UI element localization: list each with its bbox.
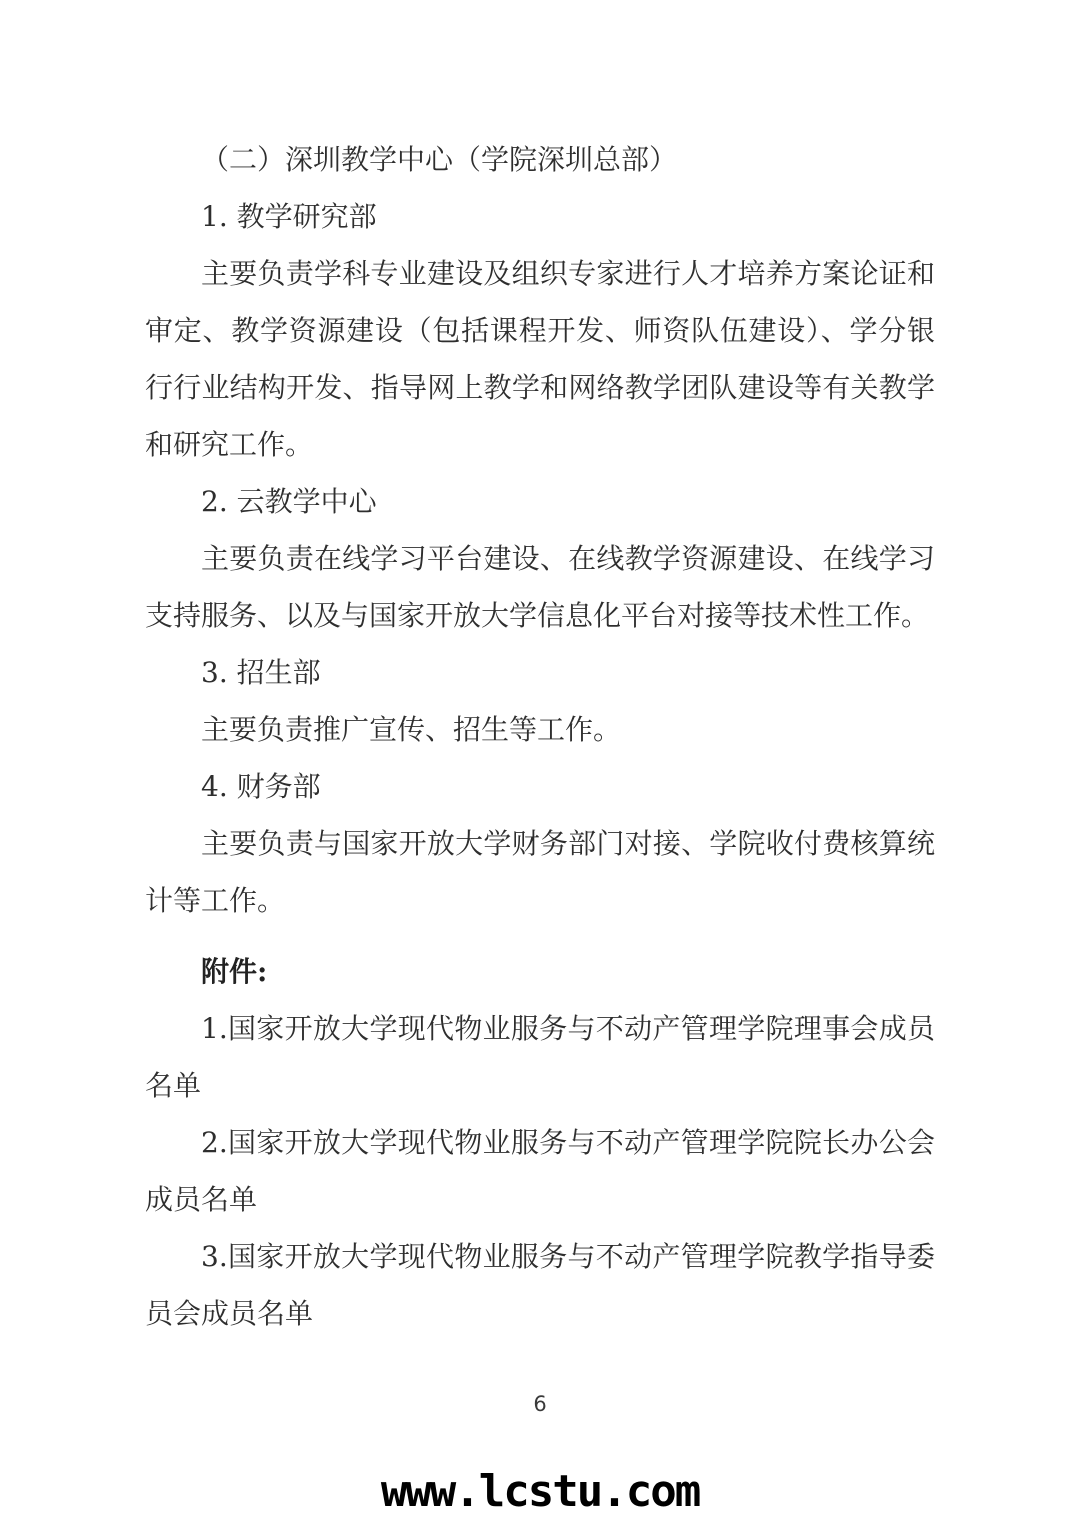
section-heading: （二）深圳教学中心（学院深圳总部） <box>201 143 678 176</box>
document-body <box>145 131 935 1342</box>
watermark-url: www.lcstu.com <box>380 1466 700 1517</box>
page-number: 6 <box>533 1392 547 1416</box>
attachment-item-3: 3.国家开放大学现代物业服务与不动产管理学院教学指导委员会成员名单 <box>145 1240 935 1330</box>
body-paragraph: 主要负责在线学习平台建设、在线教学资源建设、在线学习支持服务、以及与国家开放大学信息化平台对接等技术性工作。 <box>145 542 935 632</box>
body-paragraph: 主要负责与国家开放大学财务部门对接、学院收付费核算统计等工作。 <box>145 827 935 917</box>
body-paragraph: 主要负责推广宣传、招生等工作。 <box>201 713 622 746</box>
attachment-item-2: 2.国家开放大学现代物业服务与不动产管理学院院长办公会成员名单 <box>145 1126 935 1216</box>
subsection-heading-4: 4. 财务部 <box>201 770 321 803</box>
attachments-label: 附件: <box>201 955 268 988</box>
subsection-heading-1: 1. 教学研究部 <box>201 200 377 233</box>
subsection-heading-2: 2. 云教学中心 <box>201 485 377 518</box>
subsection-heading-3: 3. 招生部 <box>201 656 321 689</box>
body-paragraph: 主要负责学科专业建设及组织专家进行人才培养方案论证和审定、教学资源建设（包括课程开发、师资队伍建设）、学分银行行业结构开发、指导网上教学和网络教学团队建设等有关教学和研究工作。 <box>145 257 935 461</box>
attachment-item-1: 1.国家开放大学现代物业服务与不动产管理学院理事会成员名单 <box>145 1012 935 1102</box>
